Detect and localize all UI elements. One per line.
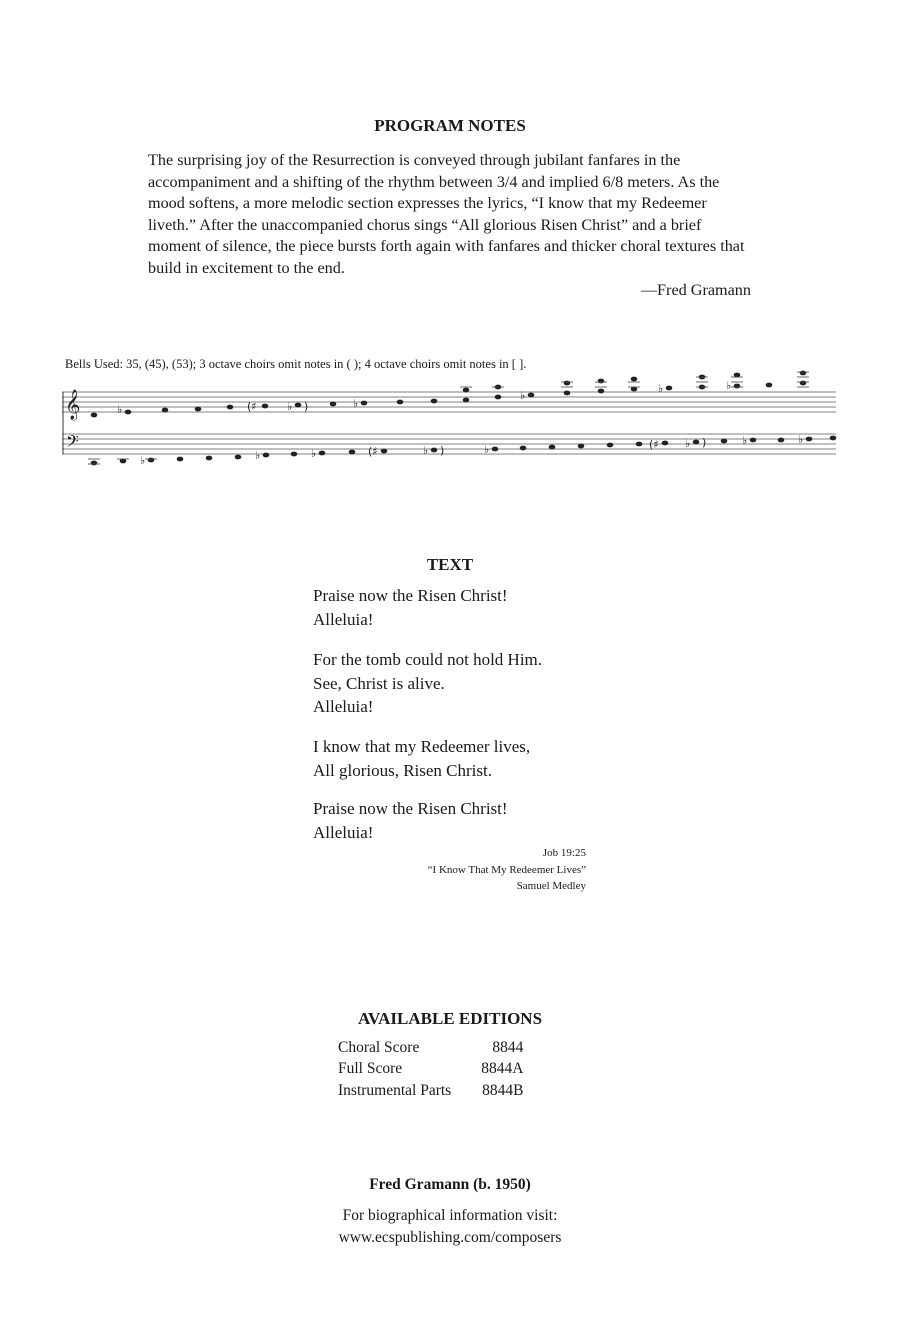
- hymn-title: “I Know That My Redeemer Lives”: [427, 863, 586, 876]
- bell-range-staff: [62, 370, 838, 478]
- svg-text:♭: ♭: [658, 382, 664, 395]
- bass-clef-icon: 𝄢: [66, 431, 79, 455]
- svg-text:♭: ♭: [311, 447, 317, 460]
- text-credits: [300, 845, 586, 895]
- edition-name: Choral Score: [338, 1038, 420, 1056]
- editions-heading: AVAILABLE EDITIONS: [357, 1009, 543, 1028]
- composer-name: Fred Gramann (b. 1950): [369, 1176, 531, 1193]
- stanza-1: [313, 584, 508, 631]
- stanza-4: [313, 797, 508, 844]
- svg-text:♭: ♭: [798, 433, 804, 446]
- editions-table: [338, 1037, 523, 1102]
- lyric-line: I know that my Redeemer lives,: [313, 737, 531, 756]
- composer-info: [0, 1205, 900, 1249]
- svg-text:): ): [702, 436, 707, 449]
- svg-text:♭: ♭: [255, 449, 261, 462]
- hymn-author: Samuel Medley: [516, 880, 586, 892]
- edition-number: 8844B: [482, 1081, 524, 1099]
- svg-text:(♯: (♯: [368, 445, 378, 458]
- treble-staff-lines: [62, 392, 836, 412]
- svg-text:♭: ♭: [520, 389, 526, 402]
- lyric-line: For the tomb could not hold Him.: [313, 650, 543, 669]
- svg-text:♭: ♭: [423, 444, 429, 457]
- lyric-line: Alleluia!: [313, 697, 374, 716]
- svg-text:♭: ♭: [685, 437, 691, 450]
- svg-text:(♯: (♯: [649, 438, 659, 451]
- svg-text:): ): [304, 400, 309, 413]
- edition-row: [338, 1080, 523, 1102]
- bells-used-label: Bells Used: 35, (45), (53); 3 octave choirs omit notes in ( ); 4 octave choirs omit notes in [ ].: [65, 357, 527, 371]
- lyric-line: Praise now the Risen Christ!: [313, 586, 508, 605]
- bass-staff-lines: [62, 434, 836, 454]
- program-notes-heading: PROGRAM NOTES: [374, 116, 526, 135]
- composer-info-line: For biographical information visit:: [342, 1207, 558, 1224]
- edition-name: Instrumental Parts: [338, 1081, 452, 1099]
- svg-text:♭: ♭: [140, 454, 146, 467]
- bass-notes: [91, 433, 837, 467]
- edition-name: Full Score: [338, 1060, 403, 1078]
- svg-text:): ): [440, 444, 445, 457]
- stanza-3: [313, 735, 530, 782]
- stanza-2: [313, 648, 542, 719]
- program-notes-signature: —Fred Gramann: [640, 281, 751, 299]
- treble-notes: [91, 371, 807, 418]
- text-heading: TEXT: [426, 555, 474, 574]
- svg-text:♭: ♭: [353, 397, 359, 410]
- lyric-line: See, Christ is alive.: [313, 673, 445, 693]
- lyric-line: All glorious, Risen Christ.: [313, 760, 492, 780]
- program-notes-body: [148, 150, 758, 280]
- edition-number: 8844: [492, 1038, 524, 1056]
- svg-text:♭: ♭: [117, 403, 123, 416]
- svg-text:♭: ♭: [726, 379, 732, 392]
- edition-row: [338, 1037, 523, 1059]
- lyric-line: Praise now the Risen Christ!: [313, 799, 508, 818]
- svg-text:♭: ♭: [742, 434, 748, 447]
- composer-url[interactable]: www.ecspublishing.com/composers: [338, 1229, 562, 1246]
- svg-text:(♯: (♯: [247, 400, 257, 413]
- edition-number: 8844A: [481, 1060, 524, 1078]
- edition-row: [338, 1059, 523, 1081]
- lyric-line: Alleluia!: [313, 822, 374, 842]
- treble-clef-icon: 𝄞: [65, 390, 81, 420]
- svg-text:♭: ♭: [287, 400, 293, 413]
- lyric-line: Alleluia!: [313, 609, 374, 629]
- svg-text:♭: ♭: [484, 443, 490, 456]
- program-notes-paragraph: The surprising joy of the Resurrection is conveyed through jubilant fanfares in the accompaniment and a shifting of the rhythm between 3/4 and implied 6/8 meters. As the mood softens, a more melodic section expresses the lyrics, “I know that my Redeemer liveth.” After the unaccompanied chorus sings “All glorious Risen Christ” and a brief moment of silence, the piece bursts forth again with fanfares and thicker choral textures that build in excitement to the end.: [148, 151, 745, 277]
- scripture-reference: Job 19:25: [542, 847, 586, 859]
